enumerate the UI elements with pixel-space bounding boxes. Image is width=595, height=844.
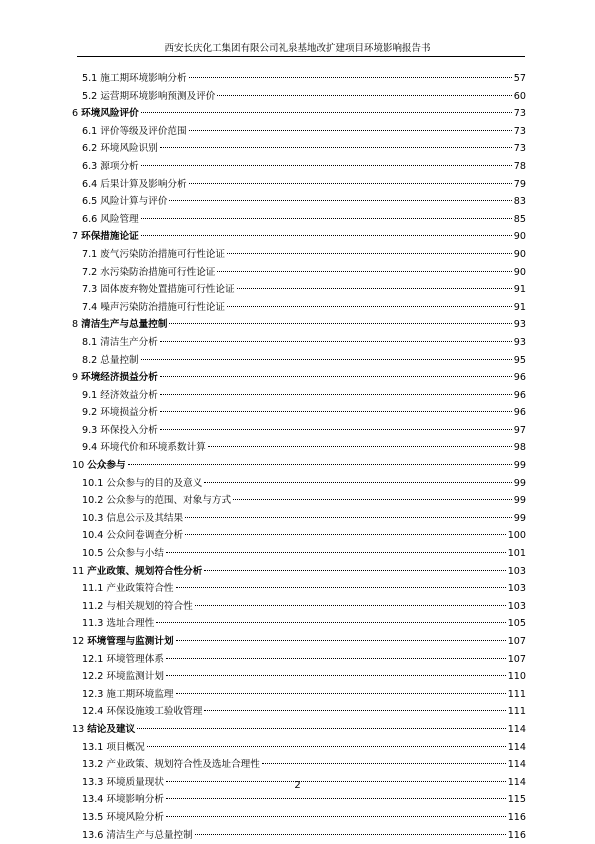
toc-entry-page: 97 <box>513 424 526 436</box>
toc-entry-title: 产业政策、规划符合性及选址合理性 <box>106 759 260 771</box>
toc-entry-title: 环保措施论证 <box>81 231 139 243</box>
toc-entry-page: 103 <box>507 600 526 612</box>
toc-entry-number: 7.4 <box>82 301 98 313</box>
toc-entry-page: 57 <box>513 73 526 84</box>
toc-entry-page: 99 <box>513 495 526 507</box>
toc-entry-title: 信息公示及其结果 <box>106 512 184 524</box>
toc-entry-page: 91 <box>513 301 526 313</box>
toc-leader-dots <box>217 261 511 272</box>
toc-section-entry[interactable] <box>72 827 526 844</box>
toc-entry-number: 7.3 <box>82 284 98 296</box>
toc-leader-dots <box>160 384 512 395</box>
toc-leader-dots <box>160 401 512 412</box>
toc-entry-title: 环境质量现状 <box>106 776 164 788</box>
toc-leader-dots <box>166 806 506 817</box>
toc-entry-number: 10.5 <box>82 548 104 560</box>
toc-leader-dots <box>128 454 512 465</box>
toc-entry-page: 114 <box>507 723 526 735</box>
toc-entry-page: 95 <box>513 354 526 366</box>
toc-leader-dots <box>204 560 505 571</box>
toc-entry-number: 13 <box>72 723 85 735</box>
toc-entry-page: 114 <box>507 759 526 771</box>
toc-leader-dots <box>227 243 512 254</box>
toc-entry-page: 93 <box>513 336 526 348</box>
toc-leader-dots <box>233 489 512 500</box>
toc-leader-dots <box>176 683 506 694</box>
toc-entry-page: 114 <box>507 741 526 753</box>
toc-entry-title: 环境管理与监测计划 <box>87 636 174 647</box>
toc-entry-page: 107 <box>507 653 526 665</box>
toc-entry-title: 风险计算与评价 <box>100 196 168 208</box>
toc-entry-number: 9 <box>72 372 79 384</box>
toc-leader-dots <box>160 366 512 377</box>
toc-entry-page: 116 <box>507 829 526 841</box>
toc-entry-title: 施工期环境监理 <box>106 688 174 700</box>
toc-entry-title: 产业政策、规划符合性分析 <box>87 565 203 577</box>
toc-entry-page: 103 <box>507 583 526 595</box>
toc-entry-number: 12.4 <box>82 706 104 718</box>
page-header: 西安长庆化工集团有限公司礼泉基地改扩建项目环境影响报告书 <box>164 43 431 54</box>
toc-entry-page: 107 <box>507 636 526 647</box>
toc-entry-page: 96 <box>513 407 526 419</box>
toc-entry-title: 风险管理 <box>100 213 139 225</box>
toc-entry-number: 13.3 <box>82 776 104 788</box>
toc-leader-dots <box>166 542 506 553</box>
toc-entry-title: 废气污染防治措施可行性论证 <box>100 248 225 260</box>
toc-entry-title: 公众问卷调查分析 <box>106 530 184 542</box>
toc-entry-number: 6.1 <box>82 125 98 137</box>
toc-leader-dots <box>195 824 506 835</box>
toc-entry-number: 5.2 <box>82 90 98 102</box>
toc-entry-page: 111 <box>507 688 526 700</box>
toc-entry-page: 103 <box>507 565 526 577</box>
toc-leader-dots <box>185 507 512 518</box>
toc-entry-number: 7 <box>72 231 79 243</box>
toc-entry-number: 13.1 <box>82 741 104 753</box>
toc-entry-title: 环境风险分析 <box>106 811 164 823</box>
toc-entry-page: 99 <box>513 460 526 472</box>
toc-entry-title: 源项分析 <box>100 160 139 172</box>
toc-entry-title: 清洁生产分析 <box>100 336 158 348</box>
toc-entry-page: 99 <box>513 512 526 524</box>
toc-leader-dots <box>141 208 512 219</box>
toc-entry-number: 13.5 <box>82 811 104 823</box>
toc-entry-title: 公众参与 <box>87 460 126 472</box>
toc-leader-dots <box>204 472 511 483</box>
toc-entry-number: 13.6 <box>82 829 104 841</box>
toc-entry-title: 水污染防治措施可行性论证 <box>100 266 216 278</box>
toc-leader-dots <box>169 190 511 201</box>
toc-entry-title: 运营期环境影响预测及评价 <box>100 90 216 102</box>
toc-entry-number: 13.4 <box>82 794 104 806</box>
toc-entry-page: 114 <box>507 776 526 788</box>
toc-entry-page: 105 <box>507 618 526 630</box>
toc-entry-title: 评价等级及评价范围 <box>100 125 187 137</box>
toc-entry-number: 6 <box>72 108 79 120</box>
header-divider <box>77 56 525 57</box>
toc-entry-number: 5.1 <box>82 73 98 84</box>
toc-entry-page: 73 <box>513 143 526 155</box>
toc-entry-number: 8 <box>72 319 79 331</box>
toc-entry-title: 公众参与的目的及意义 <box>106 477 203 489</box>
toc-entry-title: 环保设施竣工验收管理 <box>106 706 203 718</box>
toc-leader-dots <box>189 67 512 78</box>
toc-entry-number: 12.3 <box>82 688 104 700</box>
toc-entry-title: 后果计算及影响分析 <box>100 178 187 190</box>
toc-leader-dots <box>141 225 512 236</box>
toc-entry-page: 93 <box>513 319 526 331</box>
toc-entry-number: 9.1 <box>82 389 98 401</box>
toc-leader-dots <box>160 331 512 342</box>
toc-leader-dots <box>262 753 506 764</box>
toc-entry-page: 111 <box>507 706 526 718</box>
toc-entry-page: 110 <box>507 671 526 683</box>
toc-entry-page: 99 <box>513 477 526 489</box>
toc-entry-number: 10.4 <box>82 530 104 542</box>
toc-entry-title: 环境经济损益分析 <box>81 372 158 384</box>
toc-leader-dots <box>166 648 506 659</box>
toc-entry-number: 12 <box>72 636 85 647</box>
toc-entry-title: 固体废弃物处置措施可行性论证 <box>100 284 235 296</box>
toc-leader-dots <box>141 102 512 113</box>
toc-leader-dots <box>176 577 506 588</box>
toc-entry-number: 11.1 <box>82 583 104 595</box>
toc-entry-number: 13.2 <box>82 759 104 771</box>
toc-entry-number: 9.2 <box>82 407 98 419</box>
toc-entry-number: 6.4 <box>82 178 98 190</box>
toc-entry-title: 产业政策符合性 <box>106 583 174 595</box>
toc-leader-dots <box>237 278 512 289</box>
toc-entry-title: 项目概况 <box>106 741 145 753</box>
toc-leader-dots <box>166 665 506 676</box>
toc-entry-page: 79 <box>513 178 526 190</box>
toc-entry-number: 9.3 <box>82 424 98 436</box>
toc-leader-dots <box>137 718 506 729</box>
toc-entry-number: 9.4 <box>82 442 98 454</box>
toc-leader-dots <box>185 524 506 535</box>
toc-entry-title: 公众参与的范围、对象与方式 <box>106 495 232 507</box>
toc-entry-number: 7.2 <box>82 266 98 278</box>
toc-entry-page: 90 <box>513 248 526 260</box>
toc-leader-dots <box>176 630 506 641</box>
toc-entry-page: 98 <box>513 442 526 454</box>
toc-entry-title: 施工期环境影响分析 <box>100 73 187 84</box>
table-of-contents <box>72 70 526 844</box>
toc-entry-page: 73 <box>513 108 526 120</box>
toc-entry-title: 环境风险识别 <box>100 143 158 155</box>
toc-entry-page: 115 <box>507 794 526 806</box>
toc-entry-title: 环境代价和环境系数计算 <box>100 442 206 454</box>
toc-leader-dots <box>141 349 512 360</box>
toc-entry-page: 90 <box>513 266 526 278</box>
toc-leader-dots <box>189 120 512 131</box>
toc-entry-number: 8.2 <box>82 354 98 366</box>
toc-entry-page: 78 <box>513 160 526 172</box>
toc-entry-title: 清洁生产与总量控制 <box>81 319 168 331</box>
toc-entry-page: 96 <box>513 372 526 384</box>
toc-entry-number: 6.6 <box>82 213 98 225</box>
toc-entry-page: 83 <box>513 196 526 208</box>
toc-entry-title: 结论及建议 <box>87 723 136 735</box>
toc-entry-title: 环境损益分析 <box>100 407 158 419</box>
toc-leader-dots <box>141 155 512 166</box>
toc-entry-title: 公众参与小结 <box>106 548 164 560</box>
toc-entry-title: 与相关规划的符合性 <box>106 600 193 612</box>
toc-leader-dots <box>160 419 512 430</box>
toc-entry-number: 10.3 <box>82 512 104 524</box>
toc-entry-number: 10 <box>72 460 85 472</box>
toc-leader-dots <box>169 313 511 324</box>
toc-entry-title: 环境影响分析 <box>106 794 164 806</box>
toc-leader-dots <box>147 736 506 747</box>
toc-leader-dots <box>227 296 512 307</box>
toc-entry-page: 85 <box>513 213 526 225</box>
toc-entry-number: 11.3 <box>82 618 104 630</box>
toc-leader-dots <box>189 173 512 184</box>
toc-entry-number: 6.3 <box>82 160 98 172</box>
toc-leader-dots <box>156 612 505 623</box>
toc-entry-page: 73 <box>513 125 526 137</box>
toc-entry-number: 11.2 <box>82 600 104 612</box>
toc-leader-dots <box>160 137 512 148</box>
toc-entry-number: 10.2 <box>82 495 104 507</box>
toc-entry-number: 11 <box>72 565 85 577</box>
toc-entry-number: 6.2 <box>82 143 98 155</box>
toc-entry-page: 96 <box>513 389 526 401</box>
toc-leader-dots <box>217 85 511 96</box>
toc-entry-title: 经济效益分析 <box>100 389 158 401</box>
toc-entry-number: 8.1 <box>82 336 98 348</box>
toc-entry-page: 101 <box>507 548 526 560</box>
toc-entry-number: 12.1 <box>82 653 104 665</box>
toc-entry-title: 噪声污染防治措施可行性论证 <box>100 301 225 313</box>
toc-entry-title: 总量控制 <box>100 354 139 366</box>
toc-entry-title: 环保投入分析 <box>100 424 158 436</box>
toc-entry-page: 60 <box>513 90 526 102</box>
toc-entry-page: 91 <box>513 284 526 296</box>
toc-entry-title: 环境管理体系 <box>106 653 164 665</box>
toc-entry-title: 环境风险评价 <box>81 108 139 120</box>
toc-entry-title: 选址合理性 <box>106 618 155 630</box>
toc-entry-page: 100 <box>507 530 526 542</box>
toc-entry-title: 环境监测计划 <box>106 671 164 683</box>
toc-entry-number: 10.1 <box>82 477 104 489</box>
toc-leader-dots <box>204 700 505 711</box>
toc-entry-page: 116 <box>507 811 526 823</box>
page-number: 2 <box>294 780 301 791</box>
toc-entry-page: 90 <box>513 231 526 243</box>
toc-entry-title: 清洁生产与总量控制 <box>106 829 193 841</box>
toc-entry-number: 6.5 <box>82 196 98 208</box>
toc-entry-number: 12.2 <box>82 671 104 683</box>
toc-entry-number: 7.1 <box>82 248 98 260</box>
toc-leader-dots <box>208 436 512 447</box>
toc-leader-dots <box>195 595 506 606</box>
